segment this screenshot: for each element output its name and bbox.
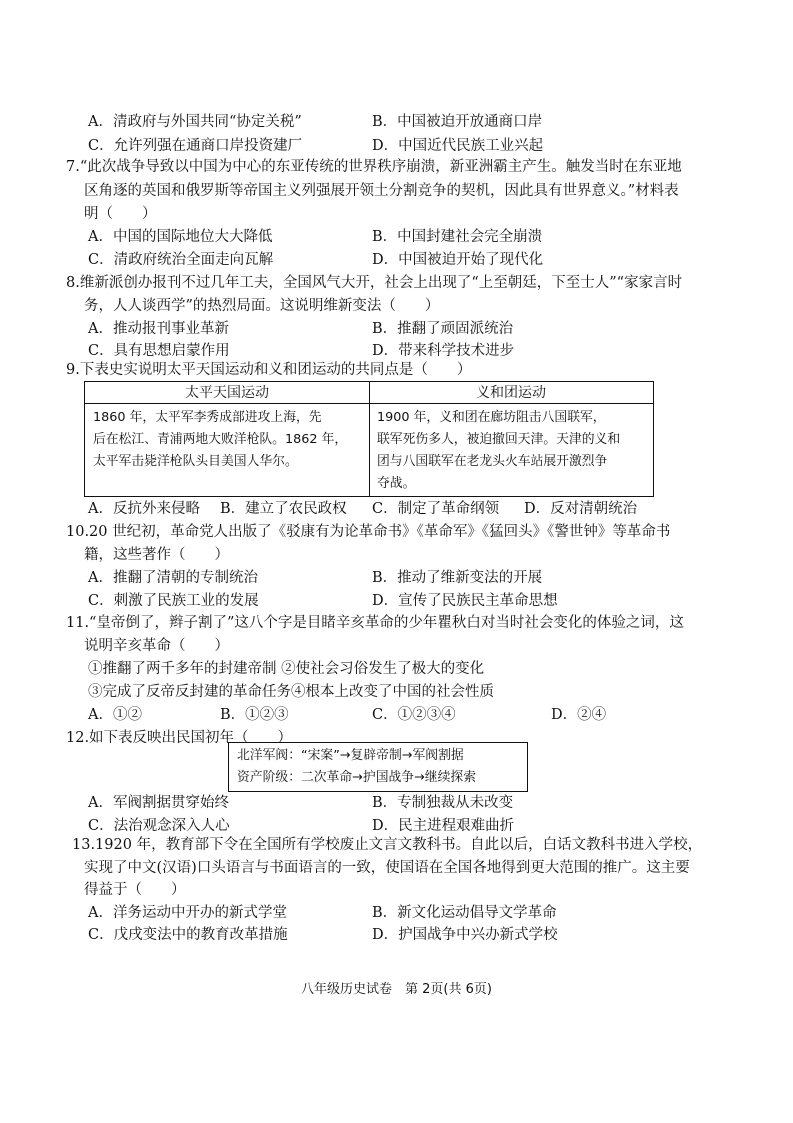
q9-option-c: C．制定了革命纲领 <box>372 501 500 517</box>
q9-option-d: D．反对清朝统治 <box>524 501 638 517</box>
q12-option-b: B．专制独裁从未改变 <box>372 795 514 811</box>
q12-option-c: C．法治观念深入人心 <box>88 818 230 834</box>
q9-table-header-taiping: 太平天国运动 <box>85 382 369 404</box>
q9-cell-taiping-line-3: 太平军击毙洋枪队头目美国人华尔。 <box>93 454 298 469</box>
q12-table <box>228 742 528 792</box>
q6-option-b: B．中国被迫开放通商口岸 <box>372 114 543 130</box>
q7-option-d: D．中国被迫开始了现代化 <box>372 252 544 268</box>
q10-stem-line-1: 10.20 世纪初，革命党人出版了《驳康有为论革命书》《革命军》《猛回头》《警世钟》等革命书 <box>66 524 671 540</box>
q7-option-b: B．中国封建社会完全崩溃 <box>372 229 543 245</box>
q12-row-beiyang: 北洋军阀：“宋案”→复辟帝制→军阀割据 <box>237 748 464 763</box>
q10-option-b: B．推动了维新变法的开展 <box>372 570 543 586</box>
q8-option-d: D．带来科学技术进步 <box>372 343 515 359</box>
q13-stem-line-2: 实现了中文(汉语)口头语言与书面语言的一致，使国语在全国各地得到更大范围的推广。这主要 <box>84 860 690 876</box>
q11-option-d: D．②④ <box>551 707 607 723</box>
q10-option-a: A．推翻了清朝的专制统治 <box>88 570 258 586</box>
q10-stem-line-2: 籍，这些著作（ ） <box>84 547 229 563</box>
q13-option-a: A．洋务运动中开办的新式学堂 <box>88 905 287 921</box>
q8-option-b: B．推翻了顽固派统治 <box>372 321 514 337</box>
q11-option-b: B．①②③ <box>220 707 289 723</box>
q7-option-a: A．中国的国际地位大大降低 <box>88 229 273 245</box>
q11-stem-line-2: 说明辛亥革命（ ） <box>84 638 229 654</box>
q6-option-c: C．允许列强在通商口岸投资建厂 <box>88 138 303 154</box>
q13-option-d: D．护国战争中兴办新式学校 <box>372 927 558 943</box>
q7-stem-line-2: 区角逐的英国和俄罗斯等帝国主义列强展开领土分割竞争的契机，因此具有世界意义。”材料表 <box>84 183 679 199</box>
q8-option-a: A．推动报刊事业革新 <box>88 321 229 337</box>
q8-stem-line-2: 务，人人谈西学”的热烈局面。这说明维新变法（ ） <box>84 298 440 314</box>
q12-option-d: D．民主进程艰难曲折 <box>372 818 515 834</box>
q10-option-c: C．刺激了民族工业的发展 <box>88 593 259 609</box>
q9-cell-taiping-line-1: 1860 年，太平军李秀成部进攻上海，先 <box>93 410 322 425</box>
q13-option-c: C．戊戌变法中的教育改革措施 <box>88 927 288 943</box>
q9-table <box>84 381 654 497</box>
q11-option-c: C．①②③④ <box>372 707 456 723</box>
q9-table-header-boxer: 义和团运动 <box>369 382 653 404</box>
q8-option-c: C．具有思想启蒙作用 <box>88 343 230 359</box>
q12-stem: 12.如下表反映出民国初年（ ） <box>66 730 293 746</box>
q12-option-a: A．军阀割据贯穿始终 <box>88 795 229 811</box>
q11-statement-line-2: ③完成了反帝反封建的革命任务④根本上改变了中国的社会性质 <box>88 684 494 700</box>
q9-cell-taiping-line-2: 后在松江、青浦两地大败洋枪队。1862 年， <box>93 432 348 447</box>
q13-stem-line-1: 13.1920 年，教育部下令在全国所有学校废止文言文教科书。自此以后，白话文教科书进入学校， <box>72 837 703 853</box>
page-footer: 八年级历史试卷 第 2页(共 6页) <box>301 982 492 997</box>
q9-cell-boxer-line-1: 1900 年，义和团在廊坊阻击八国联军， <box>377 410 606 425</box>
q7-stem-line-1: 7.“此次战争导致以中国为中心的东亚传统的世界秩序崩溃，新亚洲霸主产生。触发当时在东亚地 <box>66 159 682 175</box>
q9-cell-boxer-line-2: 联军死伤多人，被迫撤回天津。天津的义和 <box>377 432 621 447</box>
q11-option-a: A．①② <box>88 707 142 723</box>
q13-option-b: B．新文化运动倡导文学革命 <box>372 905 557 921</box>
q6-option-a: A．清政府与外国共同“协定关税” <box>88 114 302 130</box>
q8-stem-line-1: 8.维新派创办报刊不过几年工夫，全国风气大开，社会上出现了“上至朝廷，下至士人”“家家言时 <box>66 275 683 291</box>
q11-statement-line-1: ①推翻了两千多年的封建帝制 ②使社会习俗发生了极大的变化 <box>88 661 485 677</box>
q6-option-d: D．中国近代民族工业兴起 <box>372 138 544 154</box>
q11-stem-line-1: 11.“皇帝倒了，辫子割了”这八个字是目睹辛亥革命的少年瞿秋白对当时社会变化的体验之词，这 <box>66 615 684 631</box>
q9-option-a: A．反抗外来侵略 <box>88 501 200 517</box>
q10-option-d: D．宣传了民族民主革命思想 <box>372 593 558 609</box>
q12-row-bourgeoisie: 资产阶级：二次革命→护国战争→继续探索 <box>237 770 476 785</box>
q9-cell-boxer-line-4: 夺战。 <box>377 476 416 491</box>
q9-table-divider <box>369 382 370 496</box>
q9-stem: 9.下表史实说明太平天国运动和义和团运动的共同点是（ ） <box>66 362 472 378</box>
q7-stem-line-3: 明（ ） <box>84 206 157 222</box>
q7-option-c: C．清政府统治全面走向瓦解 <box>88 252 274 268</box>
q9-cell-boxer-line-3: 团与八国联军在老龙头火车站展开激烈争 <box>377 454 608 469</box>
q9-option-b: B．建立了农民政权 <box>220 501 347 517</box>
q13-stem-line-3: 得益于（ ） <box>84 882 186 898</box>
